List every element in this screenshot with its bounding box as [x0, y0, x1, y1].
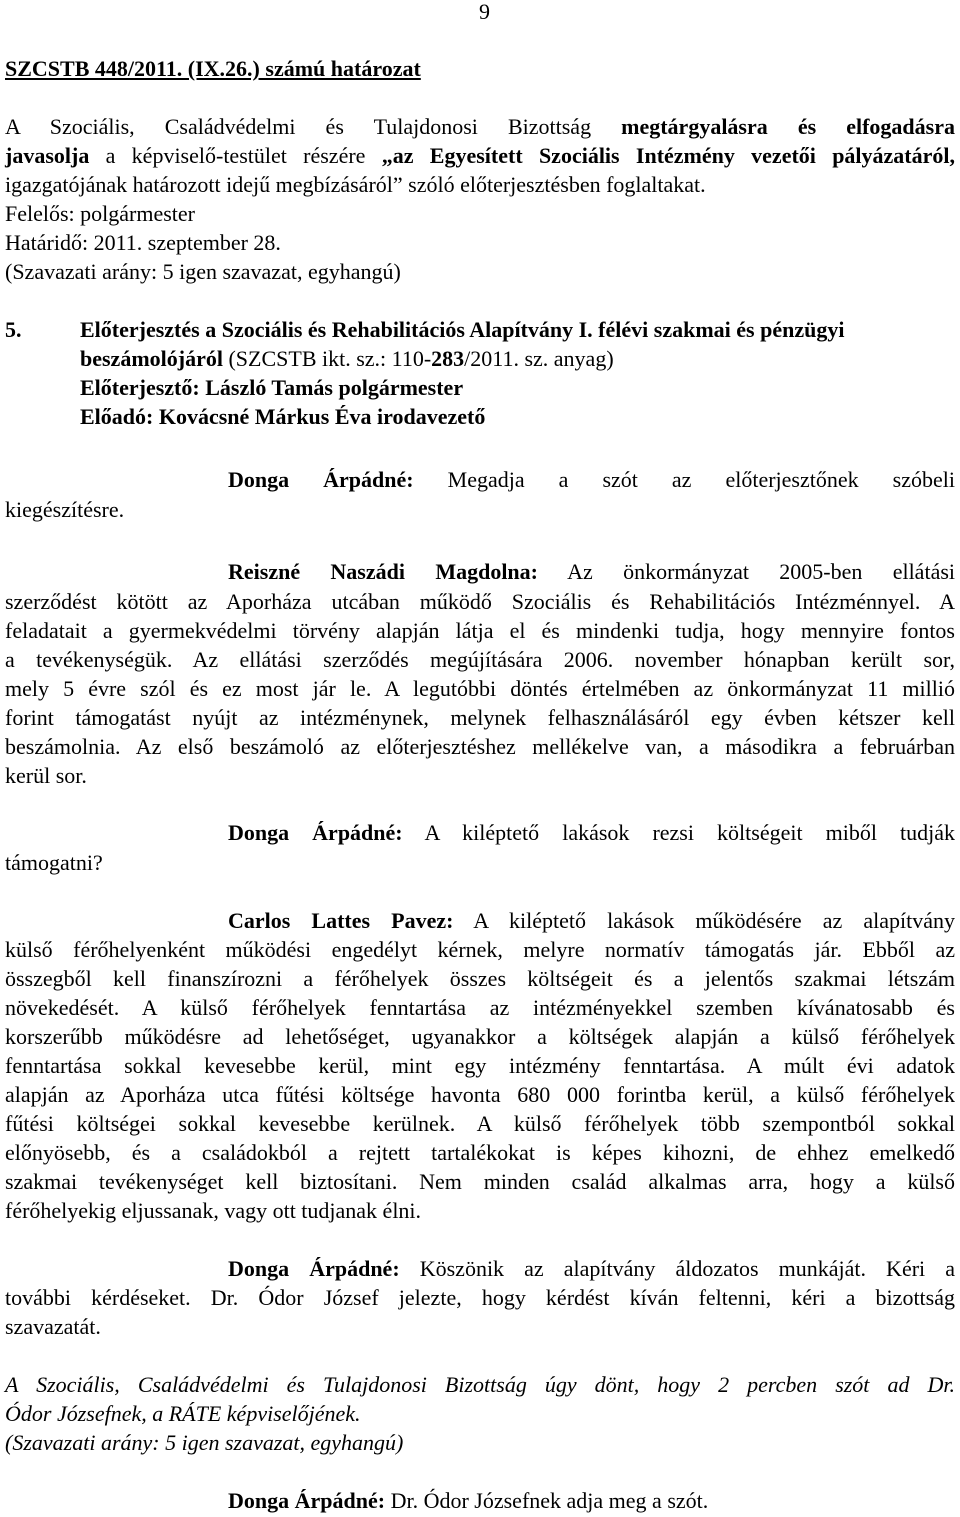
resolution-header: SZCSTB 448/2011. (IX.26.) számú határozat	[5, 56, 421, 81]
page-number: 9	[479, 0, 490, 24]
resolution-line-3: igazgatójának határozott idejű megbízásáról” szóló előterjesztésben foglaltakat.	[5, 172, 706, 197]
resolution-vote: (Szavazati arány: 5 igen szavazat, egyhangú)	[5, 259, 401, 284]
paragraph-carlos-9: előnyösebb, és a családokból a rejtett tartalékokat is képes kihozni, de ehhez emelkedő	[5, 1140, 955, 1165]
paragraph-carlos-11: férőhelyekig eljussanak, vagy ott tudjanak élni.	[5, 1198, 422, 1223]
paragraph-carlos-7: alapján az Aporháza utca fűtési költsége havonta 680 000 forintba kerül, a külső férőhelyek	[5, 1082, 955, 1107]
paragraph-reiszne-1: Reiszné Naszádi Magdolna: Az önkormányzat 2005-ben ellátási	[228, 559, 956, 584]
paragraph-donga-3-2: további kérdéseket. Dr. Ódor József jelezte, hogy kérdést kíván feltenni, kéri a bizottság	[5, 1285, 955, 1310]
agenda-number: 5.	[5, 317, 22, 342]
resolution-line-2: javasolja a képviselő-testület részére „az Egyesített Szociális Intézmény vezetői pályázatáról,	[5, 143, 956, 168]
agenda-speaker: Előadó: Kovácsné Márkus Éva irodavezető	[80, 404, 486, 429]
paragraph-donga-2-end: támogatni?	[5, 850, 103, 875]
paragraph-reiszne-5: mely 5 évre szól és ez most jár le. A legutóbbi döntés értelmében az önkormányzat 11 millió	[5, 676, 955, 701]
paragraph-reiszne-3: feladatait a gyermekvédelmi törvény alapján látja el és mindenki tudja, hogy mennyire fontos	[5, 618, 955, 643]
paragraph-reiszne-7: beszámolnia. Az első beszámoló az előterjesztéshez mellékelve van, a másodikra a februárban	[5, 734, 955, 759]
agenda-title: Előterjesztés a Szociális és Rehabilitációs Alapítvány I. félévi szakmai és pénzügyi	[80, 317, 845, 342]
paragraph-carlos-10: szakmai tevékenységet kell biztosítani. Nem minden család alkalmas arra, hogy a külső	[5, 1169, 955, 1194]
decision-vote: (Szavazati arány: 5 igen szavazat, egyhangú)	[5, 1430, 404, 1455]
paragraph-reiszne-4: a tevékenységük. Az ellátási szerződés megújítására 2006. november hónapban került sor,	[5, 647, 955, 672]
paragraph-donga-1: Donga Árpádné: Megadja a szót az előterjesztőnek szóbeli	[228, 467, 955, 492]
paragraph-donga-1-end: kiegészítésre.	[5, 497, 125, 522]
decision-line-2: Ódor Józsefnek, a RÁTE képviselőjének.	[5, 1401, 361, 1426]
paragraph-carlos-6: fenntartása sokkal kevesebbe kerül, mint egy intézmény fenntartása. A múlt évi adatok	[5, 1053, 955, 1078]
decision-line-1: A Szociális, Családvédelmi és Tulajdonosi Bizottság úgy dönt, hogy 2 percben szót ad Dr.	[5, 1372, 955, 1397]
resolution-line-1: A Szociális, Családvédelmi és Tulajdonosi Bizottság megtárgyalásra és elfogadásra	[5, 114, 955, 139]
paragraph-donga-4: Donga Árpádné: Dr. Ódor Józsefnek adja meg a szót.	[228, 1488, 709, 1513]
paragraph-carlos-5: korszerűbb működésre ad lehetőséget, ugyanakkor a költségek alapján a külső férőhelyek	[5, 1024, 955, 1049]
agenda-presenter: Előterjesztő: László Tamás polgármester	[80, 375, 464, 400]
paragraph-carlos-3: összegből kell finanszírozni a férőhelyek összes költségeit és a jelentős szakmai létszám	[5, 966, 955, 991]
paragraph-carlos-8: fűtési költségei sokkal kevesebbe kerülnek. A külső férőhelyek több szempontból sokkal	[5, 1111, 955, 1136]
paragraph-reiszne-2: szerződést kötött az Aporháza utcában működő Szociális és Rehabilitációs Intézménnyel. A	[5, 589, 955, 614]
paragraph-donga-3-3: szavazatát.	[5, 1314, 101, 1339]
resolution-responsible: Felelős: polgármester	[5, 201, 196, 226]
paragraph-carlos-1: Carlos Lattes Pavez: A kiléptető lakások működésére az alapítvány	[228, 908, 955, 933]
paragraph-donga-3: Donga Árpádné: Köszönik az alapítvány áldozatos munkáját. Kéri a	[228, 1256, 955, 1281]
paragraph-reiszne-8: kerül sor.	[5, 763, 87, 788]
paragraph-donga-2: Donga Árpádné: A kiléptető lakások rezsi költségeit miből tudják	[228, 820, 955, 845]
paragraph-carlos-2: külső férőhelyenként működési engedélyt kérnek, melyre normatív támogatás jár. Ebből az	[5, 937, 955, 962]
agenda-title-2: beszámolójáról (SZCSTB ikt. sz.: 110-283/2011. sz. anyag)	[80, 346, 614, 371]
resolution-deadline: Határidő: 2011. szeptember 28.	[5, 230, 281, 255]
paragraph-reiszne-6: forint támogatást nyújt az intézménynek, melynek felhasználásáról egy évben kétszer kell	[5, 705, 955, 730]
paragraph-carlos-4: növekedését. A külső férőhelyek fenntartása az intézményekkel szemben kívánatosabb és	[5, 995, 955, 1020]
